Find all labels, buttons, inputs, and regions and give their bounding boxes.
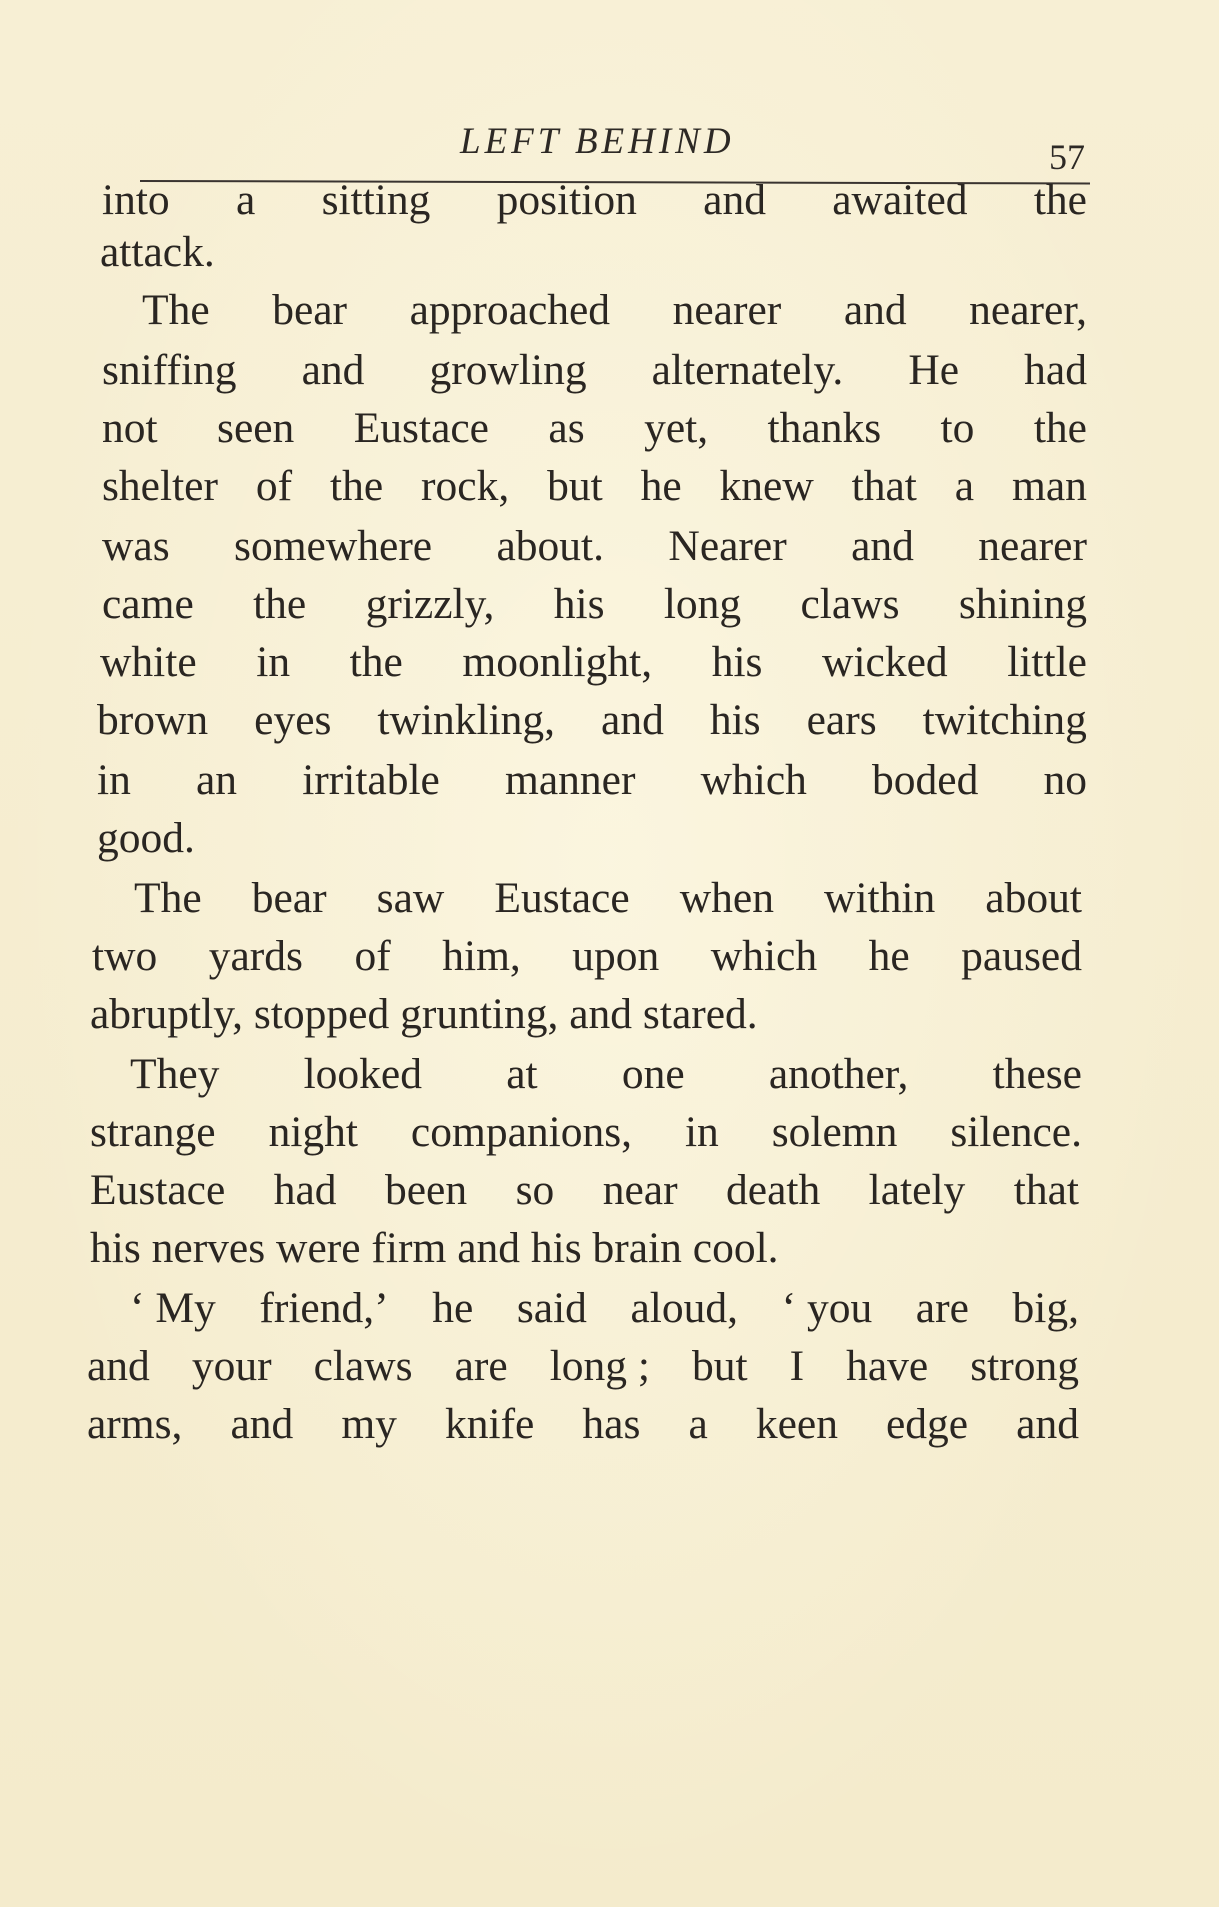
word: sitting xyxy=(321,176,431,224)
word: He xyxy=(908,346,960,394)
text-line: attack. xyxy=(100,228,215,276)
word: knew xyxy=(719,462,814,510)
word: his xyxy=(709,696,761,744)
word: I xyxy=(789,1342,805,1390)
word: manner xyxy=(505,756,636,804)
word: Eustace xyxy=(90,1166,226,1214)
text-line: good. xyxy=(97,814,195,862)
word: but xyxy=(547,462,603,510)
word: brown xyxy=(97,696,209,744)
text-line xyxy=(87,1389,1079,1459)
word: he xyxy=(432,1284,474,1332)
word: eyes xyxy=(254,696,332,744)
word: yards xyxy=(208,932,303,980)
word: claws xyxy=(800,580,900,628)
word: the xyxy=(349,638,403,686)
word: to xyxy=(940,404,975,452)
word: a xyxy=(235,176,256,224)
word: seen xyxy=(217,404,295,452)
word: are xyxy=(454,1342,508,1390)
text-line xyxy=(102,165,1087,235)
word: friend,’ xyxy=(259,1284,389,1332)
word: your xyxy=(191,1342,272,1390)
word: Eustace xyxy=(494,874,630,922)
word: silence. xyxy=(950,1108,1082,1156)
word: lately xyxy=(868,1166,966,1214)
word: in xyxy=(684,1108,719,1156)
word: which xyxy=(710,932,818,980)
word: in xyxy=(97,756,131,804)
word: paused xyxy=(961,932,1082,980)
word: shining xyxy=(958,580,1087,628)
word: two xyxy=(92,932,158,980)
word: ‘ you xyxy=(781,1284,873,1332)
word: bear xyxy=(272,286,348,334)
word: and xyxy=(601,696,664,744)
word: as xyxy=(548,404,585,452)
word: that xyxy=(1013,1166,1079,1214)
word: thanks xyxy=(767,404,882,452)
word: his xyxy=(553,580,605,628)
word: knife xyxy=(444,1400,535,1448)
word: awaited xyxy=(832,176,968,224)
word: solemn xyxy=(771,1108,898,1156)
word: which xyxy=(700,756,807,804)
word: he xyxy=(868,932,910,980)
word: They xyxy=(130,1050,220,1098)
word: approached xyxy=(409,286,611,334)
word: aloud, xyxy=(630,1284,739,1332)
word: so xyxy=(515,1166,555,1214)
running-title: LEFT BEHIND xyxy=(460,121,735,162)
word: of xyxy=(354,932,391,980)
word: and xyxy=(1016,1400,1079,1448)
word: saw xyxy=(376,874,445,922)
word: looked xyxy=(303,1050,422,1098)
word: and xyxy=(301,346,365,394)
word: came xyxy=(102,580,194,628)
word: position xyxy=(496,176,637,224)
word: about xyxy=(985,874,1082,922)
word: not xyxy=(102,404,158,452)
word: big, xyxy=(1012,1284,1079,1332)
word: but xyxy=(692,1342,748,1390)
word: twitching xyxy=(922,696,1087,744)
word: boded xyxy=(872,756,979,804)
word: yet, xyxy=(644,404,709,452)
word: edge xyxy=(886,1400,969,1448)
word: and xyxy=(703,176,766,224)
word: growling xyxy=(429,346,587,394)
word: ‘ My xyxy=(130,1284,216,1332)
word: been xyxy=(384,1166,468,1214)
word: of xyxy=(255,462,293,510)
word: one xyxy=(621,1050,685,1098)
word: white xyxy=(100,638,197,686)
word: shelter xyxy=(102,462,218,510)
word: moonlight, xyxy=(462,638,653,686)
text-line: his nerves were firm and his brain cool. xyxy=(90,1224,779,1272)
word: and xyxy=(843,286,907,334)
word: have xyxy=(846,1342,929,1390)
word: these xyxy=(992,1050,1082,1098)
body-text xyxy=(87,176,1087,1805)
page-number: 57 xyxy=(1049,137,1085,177)
word: claws xyxy=(313,1342,413,1390)
text-line: abruptly, stopped grunting, and stared. xyxy=(90,990,758,1038)
word: strong xyxy=(970,1342,1079,1390)
word: the xyxy=(253,580,307,628)
word: arms, xyxy=(87,1400,183,1448)
word: the xyxy=(1033,404,1087,452)
word: bear xyxy=(251,874,327,922)
word: within xyxy=(824,874,936,922)
word: and xyxy=(851,522,914,570)
word: alternately. xyxy=(651,346,844,394)
word: strange xyxy=(90,1108,216,1156)
word: night xyxy=(268,1108,358,1156)
word: his xyxy=(711,638,763,686)
word: and xyxy=(87,1342,150,1390)
word: my xyxy=(341,1400,397,1448)
word: sniffing xyxy=(102,346,237,394)
word: rock, xyxy=(421,462,510,510)
word: The xyxy=(142,286,210,334)
word: upon xyxy=(572,932,660,980)
word: companions, xyxy=(410,1108,633,1156)
word: nearer xyxy=(978,522,1087,570)
word: wicked xyxy=(822,638,948,686)
word: man xyxy=(1011,462,1087,510)
word: long xyxy=(663,580,742,628)
word: was xyxy=(102,522,170,570)
word: grizzly, xyxy=(365,580,495,628)
word: into xyxy=(102,176,170,224)
word: are xyxy=(915,1284,969,1332)
word: a xyxy=(954,462,975,510)
word: in xyxy=(256,638,291,686)
word: nearer, xyxy=(969,286,1087,334)
word: an xyxy=(195,756,238,804)
word: Nearer xyxy=(668,522,787,570)
text-line xyxy=(97,745,1087,815)
word: nearer xyxy=(672,286,782,334)
word: The xyxy=(134,874,202,922)
word: him, xyxy=(442,932,521,980)
word: near xyxy=(602,1166,678,1214)
word: irritable xyxy=(302,756,440,804)
word: when xyxy=(679,874,774,922)
word: the xyxy=(329,462,384,510)
word: death xyxy=(726,1166,821,1214)
word: long ; xyxy=(549,1342,651,1390)
word: Eustace xyxy=(353,404,489,452)
word: somewhere xyxy=(234,522,433,570)
word: twinkling, xyxy=(377,696,556,744)
word: another, xyxy=(768,1050,909,1098)
word: keen xyxy=(755,1400,838,1448)
word: has xyxy=(582,1400,641,1448)
word: he xyxy=(640,462,682,510)
word: the xyxy=(1033,176,1087,224)
word: no xyxy=(1043,756,1087,804)
word: little xyxy=(1007,638,1087,686)
word: about. xyxy=(496,522,605,570)
word: had xyxy=(273,1166,337,1214)
word: had xyxy=(1024,346,1087,394)
word: that xyxy=(851,462,917,510)
word: and xyxy=(230,1400,294,1448)
word: said xyxy=(516,1284,587,1332)
word: a xyxy=(688,1400,708,1448)
word: ears xyxy=(806,696,877,744)
word: at xyxy=(506,1050,538,1098)
